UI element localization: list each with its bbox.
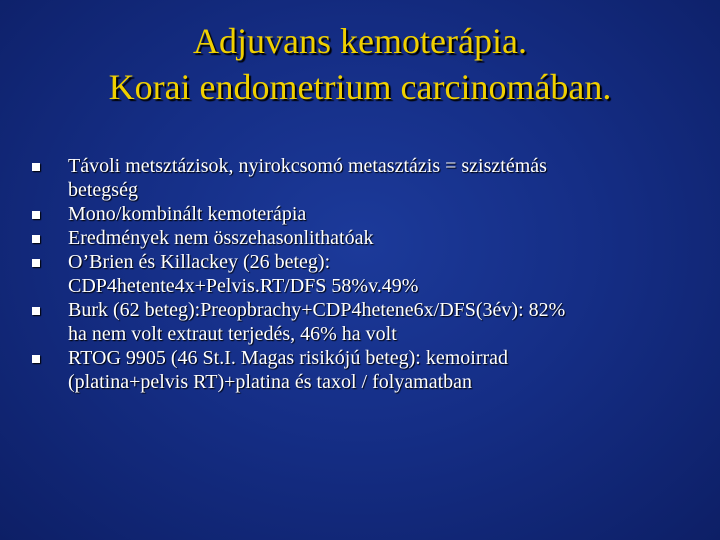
bullet-text-line: ha nem volt extraut terjedés, 46% ha volt — [68, 323, 397, 345]
square-bullet-icon — [32, 235, 40, 243]
bullet-item — [30, 298, 690, 346]
bullet-item — [30, 346, 690, 394]
bullet-text-line: Távoli metsztázisok, nyirokcsomó metasztázis = szisztémás — [68, 155, 547, 177]
square-bullet-icon — [32, 259, 40, 267]
bullet-text — [68, 298, 690, 346]
bullet-text-line: Mono/kombinált kemoterápia — [68, 203, 307, 225]
bullet-text — [68, 250, 690, 298]
bullet-text — [68, 154, 690, 202]
slide-title-line-2: Korai endometrium carcinomában. — [108, 67, 612, 107]
bullet-text-line: RTOG 9905 (46 St.I. Magas risikójú beteg): kemoirrad — [68, 347, 509, 369]
bullet-list — [30, 154, 690, 394]
bullet-text — [68, 202, 690, 226]
bullet-item — [30, 250, 690, 298]
square-bullet-icon — [32, 211, 40, 219]
square-bullet-icon — [32, 307, 40, 315]
bullet-text-line: CDP4hetente4x+Pelvis.RT/DFS 58%v.49% — [68, 275, 419, 297]
bullet-text-line: Burk (62 beteg):Preopbrachy+CDP4hetene6x/DFS(3év): 82% — [68, 299, 566, 321]
square-bullet-icon — [32, 163, 40, 171]
bullet-text-line: betegség — [68, 179, 138, 201]
slide-title — [0, 18, 720, 110]
square-bullet-icon — [32, 355, 40, 363]
bullet-text-line: O’Brien és Killackey (26 beteg): — [68, 251, 331, 273]
bullet-text — [68, 346, 690, 394]
slide-title-line-1: Adjuvans kemoterápia. — [193, 21, 527, 61]
bullet-item — [30, 226, 690, 250]
bullet-item — [30, 154, 690, 202]
bullet-text-line: (platina+pelvis RT)+platina és taxol / folyamatban — [68, 371, 473, 393]
bullet-item — [30, 202, 690, 226]
bullet-text — [68, 226, 690, 250]
bullet-text-line: Eredmények nem összehasonlithatóak — [68, 227, 374, 249]
